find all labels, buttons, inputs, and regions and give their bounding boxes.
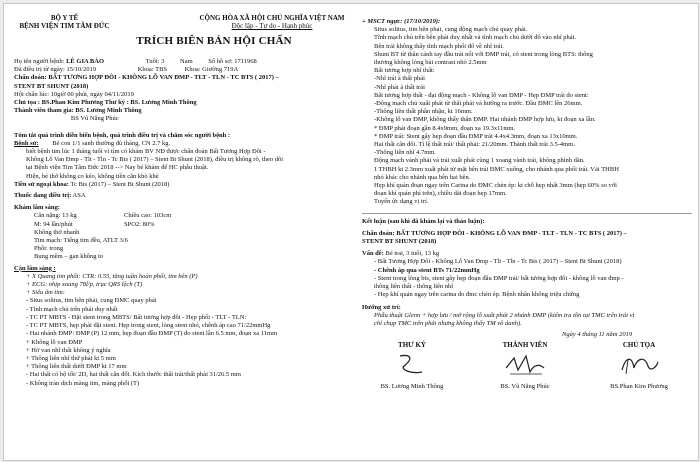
record-number: 1711968	[234, 58, 257, 65]
history-line-3: Không Lỗ Van Đmp - Tlt - Tln - Tc Bts ( 2017) – Stent Bt Shunt (2018), điều trị không rõ, theo dõi	[26, 156, 284, 164]
msct-line: Tuyến ức dạng vị trí.	[374, 198, 429, 206]
signer-secretary	[372, 341, 452, 391]
exam-row	[14, 229, 344, 237]
signature-date: Ngày 4 tháng 11 năm 2019	[562, 331, 633, 339]
consult-time: Hội chẩn lúc: 10giờ 00 phút, ngày 04/11/2019	[14, 90, 134, 98]
msct-line: -Thông liên nhĩ 4.7mm.	[374, 149, 436, 157]
patient-name: LÊ GIA BẢO	[66, 58, 105, 65]
msct-line: thương không lòng bài contrast nhỏ 2.5mm	[374, 59, 487, 67]
sex-value: Nam	[180, 58, 193, 65]
lab-line: - Hai thất có bộ tốt/ 2D, hai thất cân đối. Kích thước thất trái/thất phải 31/26.5 mm	[26, 371, 241, 379]
exam-row	[14, 253, 344, 261]
lab-line: + X Quang tim phổi: CTR: 0.55, tăng tuần hoàn phổi, tim bên (P)	[26, 272, 198, 280]
surgical-history-value: Tc Bts (2017) – Stent Bt Shunt (2018)	[70, 180, 170, 188]
problem-line-item: - Bất Tương Hợp Đôi - Không Lỗ Van Đmp - Tlt - Tln - Tc Bts ( 2017) – Stent Bt Shunt (2018)	[374, 258, 622, 266]
page-title: TRÍCH BIÊN BẢN HỘI CHẨN	[136, 35, 292, 47]
age-label: Tuổi:	[145, 58, 160, 65]
exam-item: Cân nặng: 13 kg	[34, 212, 77, 220]
msct-line: Tĩnh mạch chủ trên bên phải duy nhất và tĩnh mạch chủ dưới đổ vào nhĩ phải.	[374, 34, 577, 42]
conclusion-diag-value: BẤT TƯƠNG HỢP ĐÔI - KHÔNG LỖ VAN ĐMP - TLT - TLN - TC BTS ( 2017) –	[396, 229, 627, 237]
problem-value: Bé trai, 3 tuổi, 13 kg	[385, 250, 440, 258]
history-label: Bệnh sử:	[14, 139, 39, 147]
dept-label: Khoa:	[137, 66, 154, 74]
surgical-history-label: Tiền sử ngoại khoa:	[14, 180, 69, 188]
diagnosis-line-2: STENT BT SHUNT (2018)	[14, 82, 89, 90]
lab-list	[14, 273, 344, 388]
msct-line: Situs solitus, tim bên phải, cung động mạch chủ quay phải.	[374, 26, 528, 34]
exam-row	[14, 237, 344, 245]
msct-list	[362, 26, 692, 206]
exam-item-secondary: SPO2: 80%	[124, 220, 155, 228]
msct-line: -Nhĩ trái à thất phải	[374, 75, 425, 83]
msct-title: + MSCT ngực: (17/10/2019):	[362, 18, 441, 25]
lab-line: + Thông liên nhĩ thứ phát kt 5 mm	[26, 354, 116, 362]
lab-line: + Hở van nhĩ thất không ý nghĩa	[26, 346, 111, 354]
history-line-5: Hiện, bé thở không co kéo, không tiền căn khò khè	[26, 172, 159, 180]
msct-line: nhỏ khác cho nhánh qua bên hai bên.	[374, 173, 471, 181]
members-line-2: BS Vũ Năng Phúc	[14, 115, 119, 123]
treatment-line-2: chỉ chụp TMC trên phải nhưng không thấy TM vô danh).	[374, 319, 522, 327]
members-line-1: Thành viên tham gia: BS. Lương Minh Thông	[14, 107, 142, 115]
msct-line: * ĐMP trái: Stent gây hẹp đoạn đầu ĐMP trái 4.4x4.3mm, đoạn xa 13x10mm.	[374, 132, 578, 140]
drug-label: Thuốc đang điều trị:	[14, 192, 72, 200]
msct-line: Bên trái không thấy tĩnh mạch phổi đổ về nhĩ trái.	[374, 42, 504, 50]
msct-line: -Không lỗ van ĐMP, không thấy thân ĐMP. Hai nhánh ĐMP hợp lưu, kt đoạn xa lần.	[374, 116, 596, 124]
age-value: 3	[161, 58, 165, 65]
record-label: Số hồ sơ:	[208, 58, 233, 65]
right-column	[362, 18, 692, 411]
drug-value: ASA	[72, 192, 86, 200]
msct-line: đoạn khí quản phí trên), chiều dài đoạn hẹp 17mm.	[374, 190, 507, 198]
ministry-name: BỘ Y TẾ	[50, 14, 79, 22]
lab-line: - TC PT MBTS, hẹp phải đặt stent. Hẹp trong stent, lòng stent nhỏ, chênh áp cao 71/22mmHg	[26, 322, 271, 330]
problem-line-item: - Stent trong lòng bts, stent gây hẹp đoạn đầu ĐMP trái/ bất tương hợp đôi - không lỗ van đmp -	[374, 274, 624, 282]
lab-line: - Hai nhánh ĐMP: ĐMP (P) 12 mm, hẹp đoạn đầu ĐMP (T) đo stent lần 6.5 mm, đoạn xa 11mm	[26, 330, 278, 338]
lab-line: + ECG: nhịp xoang 78l/p, trục QRS lệch (T)	[26, 281, 143, 289]
conclusion-diag-label: Chẩn đoán:	[362, 229, 395, 237]
conclusion-diagnosis	[362, 230, 692, 238]
problem-line-item: thông liên thất - thông liên nhĩ	[374, 283, 454, 291]
consultation-document	[3, 3, 699, 461]
signature-block	[362, 341, 692, 411]
surgical-history	[14, 181, 344, 189]
msct-line: -Động mạch chủ xuất phát từ thất phải và hướng ra trước. Đầu ĐMC lên 26mm.	[374, 100, 583, 108]
signer-role-secretary: THƯ KÝ	[398, 341, 426, 350]
problem-line-item: - Chênh áp qua stent BTs 71/22mmHg	[374, 266, 480, 274]
exam-row	[14, 245, 344, 253]
lab-title: Cận lâm sàng :	[14, 264, 56, 272]
lab-line: - Không tràn dịch màng tim, màng phổi (T)	[26, 379, 140, 387]
msct-line: -Thông liên thất phần nhận, kt 16mm.	[374, 108, 473, 116]
msct-line: 1 THBH kt 2.3mm xuất phát từ mặt bên trái ĐMC xuống, cho nhánh qua phổi trái. Vài THBH	[374, 165, 619, 173]
exam-list	[14, 212, 344, 261]
msct-line: Bất tương hợp thất - đại động mạch - Không lỗ van ĐMP - Hẹp ĐMP trái do stent:	[374, 91, 589, 99]
exam-item: M: 94 lần/phút	[34, 220, 73, 228]
exam-item: Bụng mềm – gan không to	[34, 253, 104, 261]
msct-line: Hẹp khí quản đoạn ngay trên Carina do ĐMC chèn ép: kt chỗ hẹp nhất 3mm (hẹp 60% so với	[374, 182, 617, 190]
signer-role-member: THÀNH VIÊN	[502, 341, 548, 350]
room-value: 719A	[223, 66, 239, 74]
country-name: CỘNG HÒA XÃ HỘI CHỦ NGHĨA VIỆT NAM	[199, 14, 345, 22]
exam-item: Phổi: trong	[34, 245, 64, 253]
history-line-1	[14, 140, 344, 148]
exam-row	[14, 212, 344, 220]
treatment-title: Hướng xử trí:	[362, 303, 401, 311]
exam-item-secondary: Chiều cao: 103cm	[124, 212, 172, 220]
admit-date: 15/10/2019	[66, 66, 97, 74]
national-motto: Độc lập - Tự do - Hạnh phúc	[231, 22, 313, 30]
conclusion-diagnosis-2: STENT BT SHUNT (2018)	[362, 238, 437, 246]
room-label: Khoa:	[184, 66, 201, 74]
signer-name-secretary: BS. Lương Minh Thông	[380, 382, 444, 390]
exam-row	[14, 221, 344, 229]
signature-member	[500, 350, 550, 380]
signer-name-chair: BS.Phan Kim Phương	[610, 382, 668, 390]
diagnosis-line: Chẩn đoán: BẤT TƯƠNG HỢP ĐÔI - KHÔNG LỖ VAN ĐMP - TLT - TLN - TC BTS ( 2017) –	[14, 74, 279, 82]
signature-chair	[614, 350, 664, 380]
problem-label: Vấn đề:	[362, 250, 384, 258]
patient-line-1	[14, 58, 344, 66]
chair-secretary: Chủ tọa : BS.Phan Kim Phương Thư ký : BS. Lương Minh Thông	[14, 99, 197, 107]
treatment-line-1: Phẫu thuật Glenn + hợp lưu / mở rộng lỗ xuất phát 2 nhánh ĐMP (kiểm tra tồn tại TMC trên trái vì	[374, 311, 635, 319]
conclusion-title: Kết luận (sau khi đã khám lại và thảo luận):	[362, 217, 485, 225]
problem-list	[362, 258, 692, 299]
signer-chair	[594, 341, 684, 391]
left-column	[14, 58, 344, 388]
hospital-name: BỆNH VIỆN TIM TÂM ĐỨC	[19, 22, 110, 30]
lab-line: + Siêu âm tim:	[26, 289, 65, 297]
history-line-2: biết bệnh tim lúc 1 tháng tuổi vì tím có khám BV NĐ được chẩn đoán Bất Tương Hợp Đôi -	[26, 148, 266, 156]
national-header	[182, 14, 362, 30]
institution-header	[12, 14, 117, 30]
dept-value: TBS	[155, 66, 168, 74]
lab-line: - TC PT MBTS - Đặt stent trong MBTS/ Bất tương hợp đôi - Hẹp phổi - TLT - TLN:	[26, 313, 247, 321]
lab-line: - Tĩnh mạch chủ trên phải duy nhất	[26, 305, 118, 313]
msct-line: -Nhĩ phải à thất trái	[374, 83, 425, 91]
exam-title: Khám lâm sàng:	[14, 204, 60, 212]
signer-member	[480, 341, 570, 391]
exam-item: Không thở nhanh	[34, 228, 80, 236]
admit-label: Đã điều trị từ ngày:	[14, 66, 65, 74]
patient-name-label: Họ tên người bệnh:	[14, 58, 65, 65]
current-drugs	[14, 192, 344, 200]
msct-line: Bất tương hợp nhĩ thất:	[374, 67, 435, 75]
lab-line: + Không lỗ van ĐMP	[26, 338, 83, 346]
divider	[362, 213, 692, 214]
history-line-4: tại Bệnh viện Tim Tâm Đức 2018 --> Nay bé khám để HC phẫu thuật.	[26, 164, 209, 172]
signer-name-member: BS. Vũ Năng Phúc	[500, 382, 550, 390]
problem-line	[362, 250, 692, 258]
lab-line: + Thông liên thất dưới ĐMP kt 17 mm	[26, 363, 127, 371]
lab-line: - Situs solitus, tim bên phải, cung ĐMC quay phải	[26, 297, 157, 305]
history-text-0: Bé con 1/1 sanh thường đủ tháng, CN 2.7 kg.	[52, 139, 171, 147]
problem-line-item: - Hẹp khí quản ngay trên carina do đmc chèn ép. Bệnh nhân không triệu chứng	[374, 291, 580, 299]
signer-role-chair: CHỦ TỌA	[622, 341, 656, 350]
msct-line: Hai thất cân đối. Tỉ lệ thất trái/ thất phải: 21/20mm. Thành thất trái 3.5-4mm.	[374, 141, 575, 149]
msct-line: Động mạch vành phải và trái xuất phát cùng 1 xoang vành trái, không phình dãn.	[374, 157, 585, 165]
bed-label: Giường	[202, 66, 223, 74]
summary-title: Tóm tắt quá trình diễn biến bệnh, quá trình điều trị và chăm sóc người bệnh :	[14, 131, 231, 139]
exam-item: Tim mạch: Tiếng tim đều, ATLT 3/6	[34, 237, 128, 245]
msct-line: * ĐMP phải đoạn gần 8.4x9mm, đoạn xa 19.3x11mm.	[374, 124, 516, 132]
signature-secretary	[392, 350, 432, 380]
msct-line: Shunt BT từ thân cánh tay đầu trái nối với ĐMP trái, có stent trong lòng BTS: thông	[374, 50, 593, 58]
